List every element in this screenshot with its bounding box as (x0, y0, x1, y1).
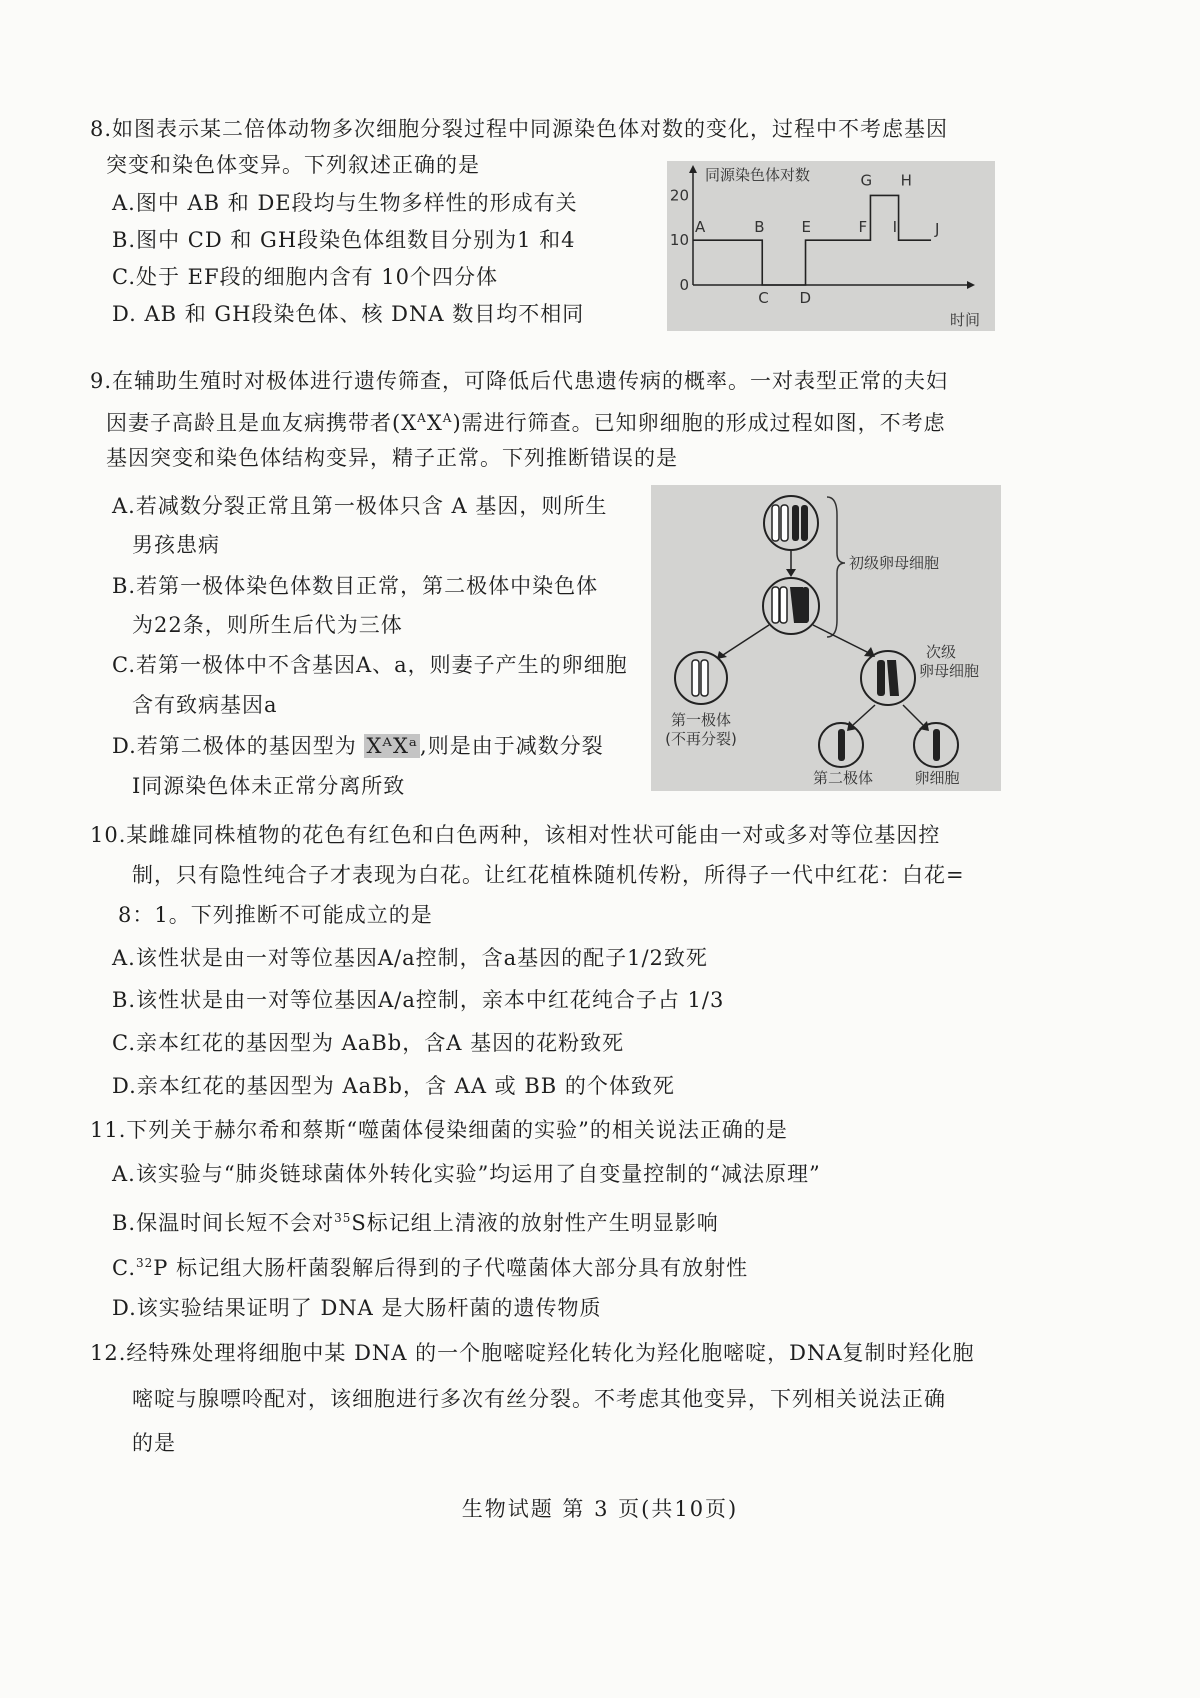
label-primary-oocyte: 初级卵母细胞 (849, 554, 940, 572)
q9-option-d-line2: Ⅰ同源染色体未正常分离所致 (132, 774, 406, 798)
x-axis-arrow-icon (967, 281, 975, 289)
q12-stem-line1: 12.经特殊处理将细胞中某 DNA 的一个胞嘧啶羟化转化为羟化胞嘧啶，DNA复制时羟化胞 (90, 1341, 975, 1365)
point-label-b: B (754, 218, 765, 237)
q9-stem-line1: 9.在辅助生殖时对极体进行遗传筛查，可降低后代患遗传病的概率。一对表型正常的夫妇 (90, 369, 949, 393)
secondary-oocyte-cell (861, 651, 915, 705)
x-axis-label: 时间 (950, 311, 981, 329)
q10-option-b: B.该性状是由一对等位基因A/a控制，亲本中红花纯合子占 1/3 (112, 988, 725, 1012)
first-polar-body-cell (675, 652, 727, 704)
page-footer: 生物试题 第 3 页(共10页) (461, 1497, 739, 1521)
q8-option-c: C.处于 EF段的细胞内含有 10个四分体 (112, 265, 498, 289)
q8-option-a: A.图中 AB 和 DE段均与生物多样性的形成有关 (112, 191, 578, 215)
q8-option-b: B.图中 CD 和 GH段染色体组数目分别为1 和4 (112, 228, 576, 252)
q9-option-c-line2: 含有致病基因a (132, 693, 278, 717)
label-second-polar-body: 第二极体 (812, 769, 874, 787)
q8-stem-line1: 8.如图表示某二倍体动物多次细胞分裂过程中同源染色体对数的变化，过程中不考虑基因 (90, 117, 949, 141)
y-tick-label: 0 (679, 276, 689, 294)
label-secondary-2: 卵母细胞 (919, 662, 980, 680)
q10-option-d: D.亲本红花的基因型为 AaBb，含 AA 或 BB 的个体致死 (112, 1074, 675, 1098)
y-axis-label: 同源染色体对数 (705, 166, 811, 184)
q8-chart (667, 161, 995, 331)
q10-stem-line2: 制，只有隐性纯合子才表现为白花。让红花植株随机传粉，所得子一代中红花：白花= (132, 863, 965, 887)
point-label-j: J (935, 220, 940, 239)
second-polar-body-cell (819, 723, 863, 767)
highlighted-genotype: XᴬXᵃ (366, 734, 419, 758)
q9-stem-line2: 因妻子高龄且是血友病携带者$(X^AX^A)$需进行筛查。已知卵细胞的形成过程如图，不考虑 (106, 411, 946, 435)
q9-option-a-line2: 男孩患病 (132, 533, 220, 557)
q10-option-a: A.该性状是由一对等位基因A/a控制，含a基因的配子1/2致死 (112, 946, 708, 970)
q9-option-d-line1: D.若第二极体的基因型为 XᴬXᵃ,则是由于减数分裂 (112, 734, 604, 758)
point-label-d: D (799, 289, 812, 307)
series-line (693, 195, 931, 285)
q9-option-b-line2: 为22条，则所生后代为三体 (132, 613, 403, 637)
primary-oocyte-tetrad-cell (763, 578, 819, 634)
brace-icon (827, 497, 845, 637)
y-axis-arrow-icon (689, 165, 697, 173)
q10-stem-line3: 8：1。下列推断不可能成立的是 (118, 903, 433, 927)
q9-option-a-line1: A.若减数分裂正常且第一极体只含 A 基因，则所生 (112, 494, 608, 518)
label-egg: 卵细胞 (914, 769, 960, 787)
q9-option-c-line1: C.若第一极体中不含基因A、a，则妻子产生的卵细胞 (112, 653, 628, 677)
q8-stem-line2: 突变和染色体变异。下列叙述正确的是 (106, 153, 480, 177)
point-label-h: H (900, 171, 912, 190)
label-secondary-1: 次级 (926, 643, 957, 661)
q12-stem-line2: 嘧啶与腺嘌呤配对，该细胞进行多次有丝分裂。不考虑其他变异，下列相关说法正确 (132, 1387, 946, 1411)
point-label-f: F (858, 218, 868, 237)
label-first-polar-body: 第一极体 (670, 711, 732, 729)
q10-stem-line1: 10.某雌雄同株植物的花色有红色和白色两种，该相对性状可能由一对或多对等位基因控 (90, 823, 941, 847)
q11-option-c: C.$^{32}$P 标记组大肠杆菌裂解后得到的子代噬菌体大部分具有放射性 (112, 1256, 749, 1280)
y-tick-label: 20 (669, 186, 689, 205)
primary-oocyte-cell (764, 496, 818, 550)
label-no-further-division: (不再分裂) (665, 730, 737, 748)
q12-stem-line3: 的是 (132, 1431, 176, 1455)
q8-option-d: D. AB 和 GH段染色体、核 DNA 数目均不相同 (112, 302, 585, 326)
q9-stem-line3: 基因突变和染色体结构变异，精子正常。下列推断错误的是 (106, 446, 678, 470)
point-label-g: G (860, 171, 873, 190)
point-label-c: C (758, 289, 769, 307)
egg-cell (914, 723, 958, 767)
point-label-i: I (892, 218, 898, 237)
y-tick-label: 10 (669, 231, 689, 250)
q9-oogenesis-diagram (651, 485, 1001, 791)
homologous-pairs-chart (667, 161, 995, 331)
q10-option-c: C.亲本红花的基因型为 AaBb，含A 基因的花粉致死 (112, 1031, 625, 1055)
q11-option-d: D.该实验结果证明了 DNA 是大肠杆菌的遗传物质 (112, 1296, 602, 1320)
q9-option-b-line1: B.若第一极体染色体数目正常，第二极体中染色体 (112, 574, 599, 598)
q11-option-a: A.该实验与“肺炎链球菌体外转化实验”均运用了自变量控制的“减法原理” (112, 1162, 821, 1186)
point-label-a: A (695, 218, 706, 237)
q11-stem: 11.下列关于赫尔希和蔡斯“噬菌体侵染细菌的实验”的相关说法正确的是 (90, 1118, 788, 1142)
point-label-e: E (801, 218, 812, 237)
q11-option-b: B.保温时间长短不会对$^{35}$S标记组上清液的放射性产生明显影响 (112, 1211, 719, 1235)
